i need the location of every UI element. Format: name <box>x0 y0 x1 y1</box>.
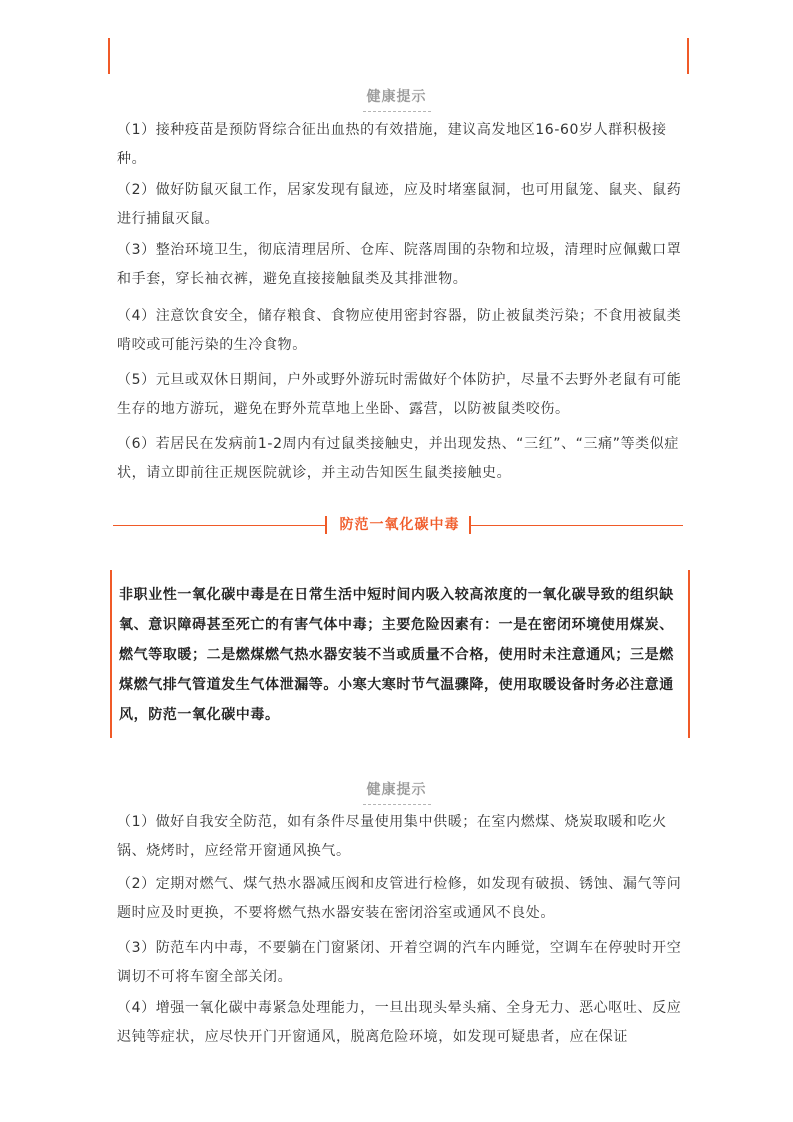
list-item: （3）整治环境卫生，彻底清理居所、仓库、院落周围的杂物和垃圾，清理时应佩戴口罩和手套，穿长袖衣裤，避免直接接触鼠类及其排泄物。 <box>117 242 682 287</box>
callout-text: 非职业性一氧化碳中毒是在日常生活中短时间内吸入较高浓度的一氧化碳导致的组织缺氧、意识障碍甚至死亡的有害气体中毒；主要危险因素有：一是在密闭环境使用煤炭、燃气等取暖；二是燃煤燃气热水器安装不当或质量不合格，使用时未注意通风；三是燃煤燃气排气管道发生气体泄漏等。小寒大寒时节气温骤降，使用取暖设备时务必注意通风，防范一氧化碳中毒。 <box>119 587 674 723</box>
list-item: （3）防范车内中毒，不要躺在门窗紧闭、开着空调的汽车内睡觉，空调车在停驶时开空调切不可将车窗全部关闭。 <box>117 940 682 985</box>
list-item: （1）做好自我安全防范，如有条件尽量使用集中供暖；在室内燃煤、烧炭取暖和吃火锅、烧烤时，应经常开窗通风换气。 <box>117 814 667 859</box>
list-item: （4）注意饮食安全，储存粮食、食物应使用密封容器，防止被鼠类污染；不食用被鼠类啃咬或可能污染的生冷食物。 <box>117 308 682 353</box>
list-item: （4）增强一氧化碳中毒紧急处理能力，一旦出现头晕头痛、全身无力、恶心呕吐、反应迟钝等症状，应尽快开门开窗通风，脱离危险环境，如发现可疑患者，应在保证 <box>117 1000 682 1045</box>
section-title-text: 健康提示 <box>366 89 427 105</box>
callout-box <box>110 570 690 738</box>
list-item: （5）元旦或双休日期间，户外或野外游玩时需做好个体防护，尽量不去野外老鼠有可能生存的地方游玩，避免在野外荒草地上坐卧、露营，以防被鼠类咬伤。 <box>117 372 682 417</box>
title-dashed-underline <box>363 804 431 805</box>
section-title-health-tips-2 <box>0 779 793 805</box>
list-item: （2）定期对燃气、煤气热水器减压阀和皮管进行检修，如发现有破损、锈蚀、漏气等问题时应及时更换，不要将燃气热水器安装在密闭浴室或通风不良处。 <box>117 876 682 921</box>
list-item: （2）做好防鼠灭鼠工作，居家发现有鼠迹，应及时堵塞鼠洞，也可用鼠笼、鼠夹、鼠药进行捕鼠灭鼠。 <box>117 182 682 227</box>
banner-title: 防范一氧化碳中毒 <box>339 517 460 533</box>
banner-left-cap <box>325 516 327 534</box>
title-dashed-underline <box>363 111 431 112</box>
frame-left-rule <box>108 38 110 74</box>
section-title-health-tips-1 <box>0 86 793 112</box>
section-title-text: 健康提示 <box>366 782 427 798</box>
frame-right-rule <box>687 38 689 74</box>
list-item: （1）接种疫苗是预防肾综合征出血热的有效措施，建议高发地区16-60岁人群积极接种。 <box>117 122 667 167</box>
list-item: （6）若居民在发病前1-2周内有过鼠类接触史，并出现发热、“三红”、“三痛”等类似症状，请立即前往正规医院就诊，并主动告知医生鼠类接触史。 <box>117 436 679 481</box>
banner-left-line <box>113 525 325 526</box>
banner-right-line <box>471 525 683 526</box>
